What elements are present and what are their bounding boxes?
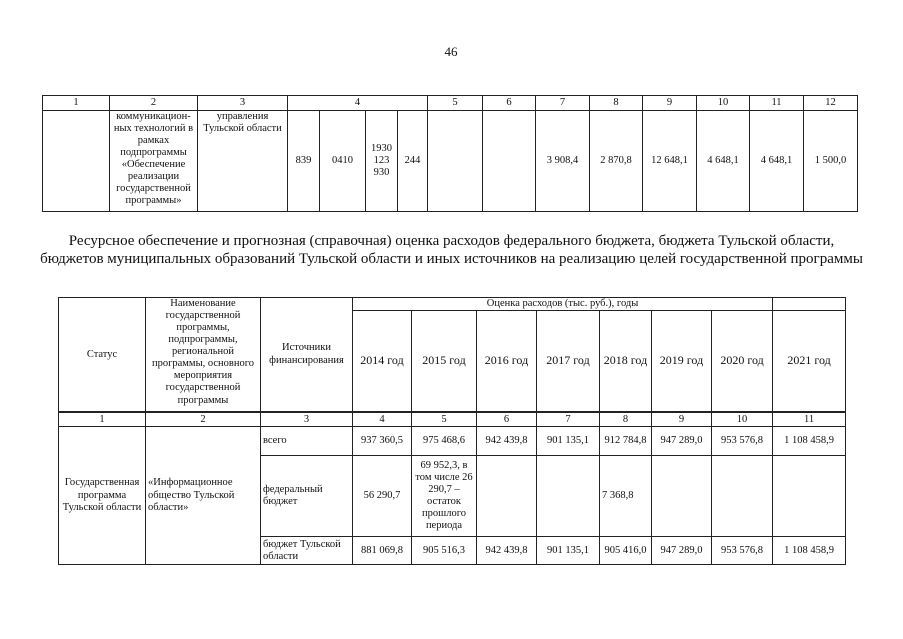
year-header: 2018 год [600, 311, 652, 413]
col-number: 1 [43, 96, 110, 111]
col-number: 11 [773, 412, 846, 427]
value-cell: 975 468,6 [412, 427, 477, 456]
table-cell: управления Тульской области [198, 111, 288, 212]
estimate-header-extension [773, 298, 846, 311]
value-cell: 942 439,8 [477, 537, 537, 565]
year-header: 2014 год [353, 311, 412, 413]
col-number: 10 [712, 412, 773, 427]
table-cell: коммуникацион-ных технологий в рамках подпрограммы «Обеспечение реализации государственной программы» [110, 111, 198, 212]
col-number: 12 [804, 96, 858, 111]
col-number: 9 [652, 412, 712, 427]
table-row [43, 111, 858, 212]
column-number-row [59, 412, 846, 427]
table-cell [483, 111, 536, 212]
table-cell: 244 [398, 111, 428, 212]
name-header: Наименование государственной программы, подпрограммы, региональной программы, основного мероприятия государственной программы [146, 298, 261, 413]
table-cell: 4 648,1 [697, 111, 750, 212]
value-cell: 901 135,1 [537, 427, 600, 456]
source-cell: всего [261, 427, 353, 456]
value-cell: 1 108 458,9 [773, 537, 846, 565]
col-number: 9 [643, 96, 697, 111]
value-cell: 56 290,7 [353, 456, 412, 537]
value-cell: 69 952,3, в том числе 26 290,7 – остаток прошлого периода [412, 456, 477, 537]
col-number: 4 [353, 412, 412, 427]
value-cell: 1 108 458,9 [773, 427, 846, 456]
col-number: 5 [428, 96, 483, 111]
table-cell [428, 111, 483, 212]
col-number: 6 [477, 412, 537, 427]
col-number: 2 [146, 412, 261, 427]
source-cell: федеральный бюджет [261, 456, 353, 537]
col-number: 5 [412, 412, 477, 427]
source-cell: бюджет Тульской области [261, 537, 353, 565]
status-cell: Государственная программа Тульской области [59, 427, 146, 565]
year-header: 2016 год [477, 311, 537, 413]
value-cell [773, 456, 846, 537]
sources-header: Источники финансирования [261, 298, 353, 413]
col-number: 7 [537, 412, 600, 427]
table-row [59, 427, 846, 456]
value-cell: 7 368,8 [600, 456, 652, 537]
year-header: 2021 год [773, 311, 846, 413]
col-number: 7 [536, 96, 590, 111]
value-cell [652, 456, 712, 537]
year-header: 2020 год [712, 311, 773, 413]
value-cell: 881 069,8 [353, 537, 412, 565]
col-number: 3 [198, 96, 288, 111]
estimate-header: Оценка расходов (тыс. руб.), годы [353, 298, 773, 311]
table-cell: 4 648,1 [750, 111, 804, 212]
year-header: 2017 год [537, 311, 600, 413]
value-cell [537, 456, 600, 537]
table-cell: 0410 [320, 111, 366, 212]
value-cell: 942 439,8 [477, 427, 537, 456]
table-cell: 12 648,1 [643, 111, 697, 212]
col-number: 8 [590, 96, 643, 111]
table-header-row [43, 96, 858, 111]
value-cell [477, 456, 537, 537]
value-cell: 905 516,3 [412, 537, 477, 565]
col-number: 6 [483, 96, 536, 111]
value-cell [712, 456, 773, 537]
section-title: Ресурсное обеспечение и прогнозная (справочная) оценка расходов федерального бюджета, бюджета Тульской области, бюджетов муниципальных образований Тульской области и иных источников на реализацию целей государственной программы [40, 233, 863, 267]
table-cell: 3 908,4 [536, 111, 590, 212]
value-cell: 905 416,0 [600, 537, 652, 565]
col-number: 8 [600, 412, 652, 427]
value-cell: 901 135,1 [537, 537, 600, 565]
table-cell: 1930 123 930 [366, 111, 398, 212]
value-cell: 937 360,5 [353, 427, 412, 456]
col-number: 11 [750, 96, 804, 111]
value-cell: 947 289,0 [652, 427, 712, 456]
program-name-cell: «Информационное общество Тульской области» [146, 427, 261, 565]
table-header-row [59, 298, 846, 311]
year-header: 2015 год [412, 311, 477, 413]
value-cell: 912 784,8 [600, 427, 652, 456]
table-cell: 1 500,0 [804, 111, 858, 212]
col-number: 3 [261, 412, 353, 427]
col-number: 2 [110, 96, 198, 111]
table-cell [43, 111, 110, 212]
table-cell: 2 870,8 [590, 111, 643, 212]
col-number: 4 [288, 96, 428, 111]
value-cell: 953 576,8 [712, 537, 773, 565]
expenditure-table [58, 297, 846, 565]
col-number: 1 [59, 412, 146, 427]
year-header: 2019 год [652, 311, 712, 413]
status-header: Статус [59, 298, 146, 413]
continuation-table [42, 95, 858, 212]
page-number: 46 [444, 44, 458, 59]
value-cell: 947 289,0 [652, 537, 712, 565]
value-cell: 953 576,8 [712, 427, 773, 456]
col-number: 10 [697, 96, 750, 111]
table-cell: 839 [288, 111, 320, 212]
